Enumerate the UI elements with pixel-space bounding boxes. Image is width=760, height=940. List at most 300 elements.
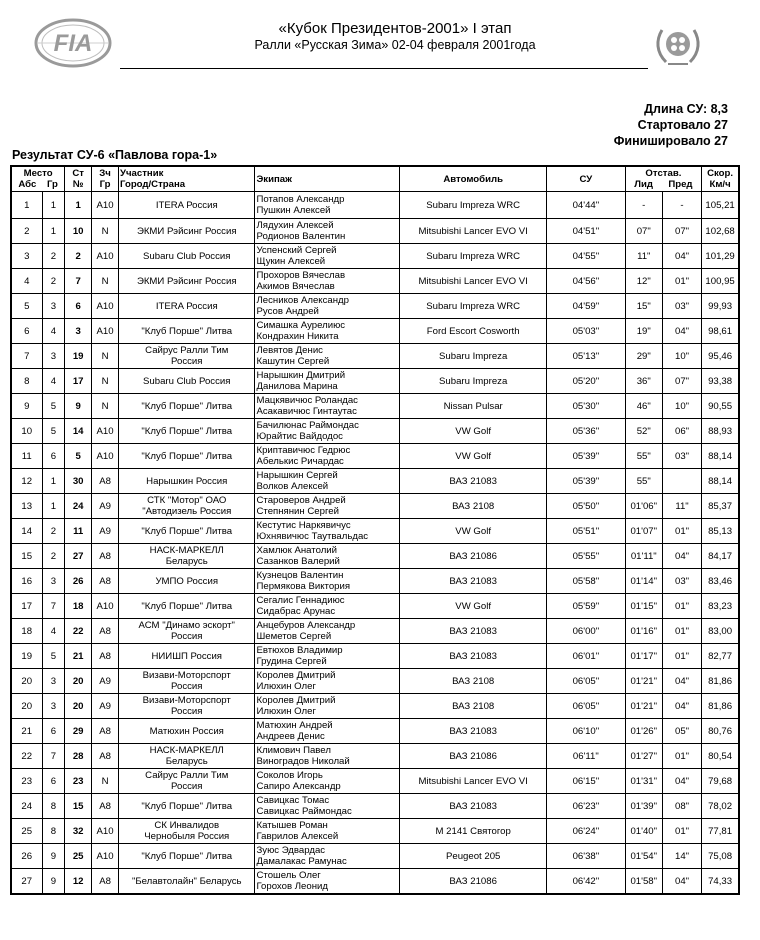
cell-crew-line1: Зуюс Эдвардас bbox=[256, 845, 326, 856]
cell-participant bbox=[119, 694, 255, 719]
cell-gr: 6 bbox=[42, 444, 65, 469]
cell-crew bbox=[255, 494, 400, 519]
col-speed-line2: Км/ч bbox=[709, 179, 731, 190]
table-row bbox=[11, 594, 739, 619]
cell-start-number: 2 bbox=[65, 244, 92, 269]
cell-class: A10 bbox=[92, 594, 119, 619]
cell-participant bbox=[119, 719, 255, 744]
cell-participant bbox=[119, 269, 255, 294]
cell-start-number: 20 bbox=[65, 694, 92, 719]
cell-speed: 99,93 bbox=[702, 294, 739, 319]
cell-gr: 5 bbox=[42, 419, 65, 444]
table-row bbox=[11, 344, 739, 369]
cell-participant bbox=[119, 819, 255, 844]
col-start bbox=[65, 166, 92, 192]
cell-gr: 7 bbox=[42, 594, 65, 619]
table-row bbox=[11, 694, 739, 719]
cell-participant bbox=[119, 769, 255, 794]
cell-crew-line1: Нарышкин Дмитрий bbox=[256, 370, 346, 381]
cell-crew-line1: Левятов Денис bbox=[256, 345, 323, 356]
cell-speed: 90,55 bbox=[702, 394, 739, 419]
col-speed bbox=[702, 166, 739, 192]
cell-class: A9 bbox=[92, 494, 119, 519]
cell-crew-line2: Щукин Алексей bbox=[256, 256, 326, 267]
cell-participant bbox=[119, 569, 255, 594]
cell-gap-leader: 01'26" bbox=[625, 719, 662, 744]
cell-gr: 4 bbox=[42, 319, 65, 344]
cell-gap-prev: 04" bbox=[662, 319, 701, 344]
cell-gap-prev: 04" bbox=[662, 544, 701, 569]
cell-speed: 78,02 bbox=[702, 794, 739, 819]
cell-gap-prev: 01" bbox=[662, 519, 701, 544]
cell-stage-time: 06'01" bbox=[547, 644, 626, 669]
cell-participant bbox=[119, 319, 255, 344]
cell-gr: 3 bbox=[42, 569, 65, 594]
cell-gr: 8 bbox=[42, 819, 65, 844]
cell-start-number: 22 bbox=[65, 619, 92, 644]
cell-start-number: 19 bbox=[65, 344, 92, 369]
cell-crew bbox=[255, 794, 400, 819]
cell-crew bbox=[255, 394, 400, 419]
cell-participant-line1: Сайрус Ралли Тим bbox=[145, 345, 229, 356]
cell-start-number: 17 bbox=[65, 369, 92, 394]
cell-stage-time: 05'20" bbox=[547, 369, 626, 394]
cell-gap-leader: 36" bbox=[625, 369, 662, 394]
cell-crew bbox=[255, 244, 400, 269]
cell-gap-prev: 08" bbox=[662, 794, 701, 819]
cell-abs: 21 bbox=[11, 719, 42, 744]
cell-stage-time: 06'38" bbox=[547, 844, 626, 869]
col-prev: Пред bbox=[668, 179, 693, 190]
results-body bbox=[11, 192, 739, 895]
cell-participant bbox=[119, 369, 255, 394]
cell-gap-leader: 01'16" bbox=[625, 619, 662, 644]
cell-gap-leader: 01'15" bbox=[625, 594, 662, 619]
cell-participant-line1: Subaru Club Россия bbox=[143, 375, 231, 387]
cell-gr: 9 bbox=[42, 869, 65, 895]
cell-car: ВАЗ 21083 bbox=[400, 719, 547, 744]
cell-crew-line1: Климович Павел bbox=[256, 745, 331, 756]
cell-gap-prev: 05" bbox=[662, 719, 701, 744]
header-divider bbox=[120, 68, 648, 69]
cell-crew-line2: Сапиро Александр bbox=[256, 781, 341, 792]
cell-stage-time: 04'51" bbox=[547, 219, 626, 244]
cell-participant-line1: НИИШП Россия bbox=[151, 650, 223, 662]
cell-abs: 15 bbox=[11, 544, 42, 569]
cell-crew bbox=[255, 469, 400, 494]
cell-class: A8 bbox=[92, 644, 119, 669]
cell-abs: 4 bbox=[11, 269, 42, 294]
cell-gr: 7 bbox=[42, 744, 65, 769]
cell-participant-line1: "Клуб Порше" Литва bbox=[141, 450, 233, 462]
cell-car: ВАЗ 2108 bbox=[400, 494, 547, 519]
cell-car: Subaru Impreza bbox=[400, 369, 547, 394]
cell-start-number: 12 bbox=[65, 869, 92, 895]
cell-speed: 105,21 bbox=[702, 192, 739, 219]
cell-gap-prev bbox=[662, 469, 701, 494]
cell-car: ВАЗ 21083 bbox=[400, 469, 547, 494]
cell-gap-leader: 01'07" bbox=[625, 519, 662, 544]
table-row bbox=[11, 369, 739, 394]
cell-class: N bbox=[92, 344, 119, 369]
cell-crew-line2: Асакавичюс Гинтаутас bbox=[256, 406, 357, 417]
cell-crew-line1: Евтюхов Владимир bbox=[256, 645, 343, 656]
cell-participant-line2: Россия bbox=[171, 356, 203, 367]
col-participant-line1: Участник bbox=[120, 168, 164, 179]
cell-participant bbox=[119, 594, 255, 619]
cell-class: A8 bbox=[92, 869, 119, 895]
cell-gap-prev: 01" bbox=[662, 619, 701, 644]
cell-participant-line1: АСМ "Динамо эскорт" bbox=[138, 620, 235, 631]
cell-start-number: 21 bbox=[65, 644, 92, 669]
cell-participant bbox=[119, 244, 255, 269]
cell-stage-time: 05'36" bbox=[547, 419, 626, 444]
cell-gap-leader: 01'39" bbox=[625, 794, 662, 819]
cell-car: VW Golf bbox=[400, 444, 547, 469]
table-row bbox=[11, 569, 739, 594]
cell-crew bbox=[255, 269, 400, 294]
table-row bbox=[11, 769, 739, 794]
cell-gr: 1 bbox=[42, 469, 65, 494]
cell-abs: 9 bbox=[11, 394, 42, 419]
cell-abs: 17 bbox=[11, 594, 42, 619]
cell-participant-line2: Чернобыля Россия bbox=[144, 831, 230, 842]
col-class-line1: Зч bbox=[99, 168, 111, 179]
cell-participant bbox=[119, 869, 255, 895]
cell-crew-line1: Матюхин Андрей bbox=[256, 720, 333, 731]
cell-class: A10 bbox=[92, 319, 119, 344]
cell-start-number: 26 bbox=[65, 569, 92, 594]
cell-abs: 12 bbox=[11, 469, 42, 494]
cell-class: A8 bbox=[92, 719, 119, 744]
cell-crew-line2: Юрайтис Вайдодос bbox=[256, 431, 343, 442]
cell-class: N bbox=[92, 769, 119, 794]
cell-gap-prev: 10" bbox=[662, 344, 701, 369]
cell-participant-line2: "Автодизель Россия bbox=[142, 506, 232, 517]
col-place-title: Место bbox=[23, 168, 53, 179]
cell-stage-time: 05'51" bbox=[547, 519, 626, 544]
table-row bbox=[11, 494, 739, 519]
cell-stage-time: 05'50" bbox=[547, 494, 626, 519]
cell-start-number: 5 bbox=[65, 444, 92, 469]
cell-crew-line1: Криптавичюс Гедрюс bbox=[256, 445, 351, 456]
cell-gap-prev: 03" bbox=[662, 569, 701, 594]
table-row bbox=[11, 244, 739, 269]
col-participant-line2: Город/Страна bbox=[120, 179, 186, 190]
cell-class: A8 bbox=[92, 469, 119, 494]
cell-abs: 8 bbox=[11, 369, 42, 394]
cell-gr: 6 bbox=[42, 719, 65, 744]
cell-speed: 80,54 bbox=[702, 744, 739, 769]
cell-crew-line2: Виноградов Николай bbox=[256, 756, 350, 767]
cell-car: Subaru Impreza WRC bbox=[400, 244, 547, 269]
cell-car: ВАЗ 21083 bbox=[400, 794, 547, 819]
cell-gap-prev: - bbox=[662, 192, 701, 219]
cell-participant-line1: ЭКМИ Рэйсинг Россия bbox=[136, 225, 237, 237]
cell-gap-prev: 07" bbox=[662, 369, 701, 394]
cell-start-number: 28 bbox=[65, 744, 92, 769]
cell-class: A10 bbox=[92, 444, 119, 469]
cell-crew bbox=[255, 344, 400, 369]
cell-start-number: 6 bbox=[65, 294, 92, 319]
cell-speed: 88,93 bbox=[702, 419, 739, 444]
cell-start-number: 14 bbox=[65, 419, 92, 444]
cell-class: A9 bbox=[92, 669, 119, 694]
table-row bbox=[11, 394, 739, 419]
col-behind-sub bbox=[627, 179, 701, 190]
cell-gr: 4 bbox=[42, 369, 65, 394]
cell-gap-prev: 07" bbox=[662, 219, 701, 244]
cell-class: A10 bbox=[92, 244, 119, 269]
cell-gap-leader: 01'14" bbox=[625, 569, 662, 594]
cell-gap-prev: 04" bbox=[662, 869, 701, 895]
cell-participant bbox=[119, 794, 255, 819]
cell-participant-line1: Subaru Club Россия bbox=[143, 250, 231, 262]
cell-gap-leader: 55" bbox=[625, 444, 662, 469]
page-subtitle: Ралли «Русская Зима» 02-04 февраля 2001года bbox=[254, 38, 536, 52]
cell-speed: 77,81 bbox=[702, 819, 739, 844]
cell-gap-prev: 01" bbox=[662, 594, 701, 619]
cell-gap-prev: 01" bbox=[662, 819, 701, 844]
cell-class: A8 bbox=[92, 544, 119, 569]
cell-participant-line1: "Клуб Порше" Литва bbox=[141, 425, 233, 437]
cell-participant bbox=[119, 394, 255, 419]
cell-class: A8 bbox=[92, 794, 119, 819]
cell-stage-time: 04'56" bbox=[547, 269, 626, 294]
table-row bbox=[11, 294, 739, 319]
cell-abs: 13 bbox=[11, 494, 42, 519]
cell-crew bbox=[255, 844, 400, 869]
cell-gap-leader: 01'27" bbox=[625, 744, 662, 769]
cell-crew-line1: Королев Дмитрий bbox=[256, 670, 336, 681]
cell-speed: 81,86 bbox=[702, 669, 739, 694]
cell-gap-leader: 07" bbox=[625, 219, 662, 244]
cell-abs: 25 bbox=[11, 819, 42, 844]
cell-gap-prev: 03" bbox=[662, 294, 701, 319]
cell-abs: 26 bbox=[11, 844, 42, 869]
cell-car: ВАЗ 21083 bbox=[400, 569, 547, 594]
cell-class: N bbox=[92, 219, 119, 244]
cell-participant-line1: Визави-Моторспорт bbox=[142, 670, 231, 681]
cell-class: A8 bbox=[92, 744, 119, 769]
cell-crew-line1: Бачилюнас Раймондас bbox=[256, 420, 359, 431]
stage-started: Стартовало 27 bbox=[637, 118, 728, 132]
page-title: «Кубок Президентов-2001» I этап bbox=[278, 20, 512, 37]
cell-speed: 82,77 bbox=[702, 644, 739, 669]
cell-speed: 84,17 bbox=[702, 544, 739, 569]
cell-gr: 1 bbox=[42, 494, 65, 519]
cell-gap-leader: 01'11" bbox=[625, 544, 662, 569]
cell-gap-prev: 14" bbox=[662, 844, 701, 869]
cell-gap-leader: 01'06" bbox=[625, 494, 662, 519]
cell-car: ВАЗ 21086 bbox=[400, 744, 547, 769]
cell-gr: 6 bbox=[42, 769, 65, 794]
cell-start-number: 15 bbox=[65, 794, 92, 819]
table-row bbox=[11, 669, 739, 694]
cell-crew bbox=[255, 669, 400, 694]
cell-gr: 2 bbox=[42, 544, 65, 569]
cell-car: Nissan Pulsar bbox=[400, 394, 547, 419]
cell-crew-line2: Русов Андрей bbox=[256, 306, 319, 317]
cell-participant-line1: "Клуб Порше" Литва bbox=[141, 850, 233, 862]
cell-car: Ford Escort Cosworth bbox=[400, 319, 547, 344]
cell-start-number: 23 bbox=[65, 769, 92, 794]
cell-stage-time: 06'00" bbox=[547, 619, 626, 644]
cell-participant bbox=[119, 519, 255, 544]
cell-crew-line2: Данилова Марина bbox=[256, 381, 338, 392]
cell-car: ВАЗ 21083 bbox=[400, 644, 547, 669]
cell-speed: 98,61 bbox=[702, 319, 739, 344]
cell-crew-line2: Сазанков Валерий bbox=[256, 556, 340, 567]
cell-abs: 6 bbox=[11, 319, 42, 344]
cell-crew-line1: Лядухин Алексей bbox=[256, 220, 334, 231]
cell-speed: 88,14 bbox=[702, 469, 739, 494]
cell-abs: 5 bbox=[11, 294, 42, 319]
col-behind bbox=[625, 166, 702, 192]
cell-abs: 20 bbox=[11, 669, 42, 694]
cell-speed: 102,68 bbox=[702, 219, 739, 244]
table-row bbox=[11, 619, 739, 644]
cell-car: Peugeot 205 bbox=[400, 844, 547, 869]
table-row bbox=[11, 519, 739, 544]
cell-start-number: 18 bbox=[65, 594, 92, 619]
cell-gap-prev: 11" bbox=[662, 494, 701, 519]
col-place-sub bbox=[13, 179, 63, 190]
table-row bbox=[11, 444, 739, 469]
cell-gr: 1 bbox=[42, 219, 65, 244]
cell-abs: 23 bbox=[11, 769, 42, 794]
cell-stage-time: 06'11" bbox=[547, 744, 626, 769]
cell-class: A10 bbox=[92, 819, 119, 844]
cell-stage-time: 06'10" bbox=[547, 719, 626, 744]
table-row bbox=[11, 319, 739, 344]
cell-gap-prev: 03" bbox=[662, 444, 701, 469]
cell-crew bbox=[255, 594, 400, 619]
col-place bbox=[11, 166, 65, 192]
fia-logo bbox=[34, 18, 112, 68]
cell-crew bbox=[255, 719, 400, 744]
col-start-line2: № bbox=[72, 179, 84, 190]
fia-logo-text: FIA bbox=[53, 30, 93, 57]
cell-participant-line1: СК Инвалидов bbox=[154, 820, 220, 831]
cell-participant-line1: ITERA Россия bbox=[155, 300, 218, 312]
cell-crew bbox=[255, 869, 400, 895]
cell-crew-line1: Катышев Роман bbox=[256, 820, 328, 831]
cell-stage-time: 06'24" bbox=[547, 819, 626, 844]
cell-speed: 81,86 bbox=[702, 694, 739, 719]
stage-finished: Финишировало 27 bbox=[613, 134, 728, 148]
cell-gap-prev: 01" bbox=[662, 269, 701, 294]
cell-start-number: 30 bbox=[65, 469, 92, 494]
cell-participant bbox=[119, 544, 255, 569]
cell-start-number: 29 bbox=[65, 719, 92, 744]
col-class-line2: Гр bbox=[99, 179, 111, 190]
cell-gr: 8 bbox=[42, 794, 65, 819]
cell-start-number: 1 bbox=[65, 192, 92, 219]
cell-gr: 2 bbox=[42, 244, 65, 269]
cell-class: N bbox=[92, 369, 119, 394]
cell-gap-leader: 01'58" bbox=[625, 869, 662, 895]
cell-crew bbox=[255, 419, 400, 444]
cell-car: Mitsubishi Lancer EVO VI bbox=[400, 269, 547, 294]
cell-gr: 2 bbox=[42, 519, 65, 544]
cell-abs: 19 bbox=[11, 644, 42, 669]
cell-gap-leader: 46" bbox=[625, 394, 662, 419]
cell-class: N bbox=[92, 394, 119, 419]
cell-participant-line1: "Клуб Порше" Литва bbox=[141, 400, 233, 412]
cell-car: ВАЗ 21086 bbox=[400, 869, 547, 895]
cell-abs: 27 bbox=[11, 869, 42, 895]
cell-car: М 2141 Святогор bbox=[400, 819, 547, 844]
cell-class: A9 bbox=[92, 519, 119, 544]
cell-abs: 2 bbox=[11, 219, 42, 244]
col-speed-line1: Скор. bbox=[707, 168, 734, 179]
cell-stage-time: 05'30" bbox=[547, 394, 626, 419]
cell-crew-line2: Андреев Денис bbox=[256, 731, 325, 742]
cell-crew-line2: Степнянин Сергей bbox=[256, 506, 339, 517]
cell-participant-line1: НАСК-МАРКЕЛЛ bbox=[149, 745, 224, 756]
col-leader: Лид bbox=[634, 179, 654, 190]
cell-crew-line1: Симашка Аурелиюс bbox=[256, 320, 346, 331]
cell-participant-line2: Россия bbox=[171, 681, 203, 692]
cell-crew bbox=[255, 644, 400, 669]
cell-participant-line2: Россия bbox=[171, 631, 203, 642]
cell-participant bbox=[119, 219, 255, 244]
cell-gr: 3 bbox=[42, 669, 65, 694]
cell-crew-line1: Савицкас Томас bbox=[256, 795, 330, 806]
cell-crew bbox=[255, 192, 400, 219]
table-row bbox=[11, 819, 739, 844]
cell-gr: 2 bbox=[42, 269, 65, 294]
cell-speed: 79,68 bbox=[702, 769, 739, 794]
col-participant bbox=[119, 166, 255, 192]
col-su: СУ bbox=[547, 166, 626, 192]
cell-start-number: 24 bbox=[65, 494, 92, 519]
cell-gap-prev: 10" bbox=[662, 394, 701, 419]
cell-stage-time: 06'05" bbox=[547, 694, 626, 719]
cell-abs: 24 bbox=[11, 794, 42, 819]
cell-crew-line2: Юхнявичюс Таутвальдас bbox=[256, 531, 369, 542]
cell-gap-leader: 01'21" bbox=[625, 694, 662, 719]
table-row bbox=[11, 644, 739, 669]
cell-car: ВАЗ 2108 bbox=[400, 694, 547, 719]
cell-car: Subaru Impreza bbox=[400, 344, 547, 369]
cell-gr: 5 bbox=[42, 394, 65, 419]
cell-start-number: 10 bbox=[65, 219, 92, 244]
cell-gap-leader: 11" bbox=[625, 244, 662, 269]
cell-abs: 16 bbox=[11, 569, 42, 594]
cell-speed: 85,13 bbox=[702, 519, 739, 544]
cell-crew-line1: Анцебуров Александр bbox=[256, 620, 356, 631]
cell-gap-prev: 04" bbox=[662, 769, 701, 794]
results-table bbox=[10, 165, 740, 895]
cell-car: ВАЗ 21086 bbox=[400, 544, 547, 569]
cell-crew bbox=[255, 569, 400, 594]
cell-class: A10 bbox=[92, 192, 119, 219]
cell-gap-leader: 55" bbox=[625, 469, 662, 494]
cell-crew-line2: Родионов Валентин bbox=[256, 231, 346, 242]
cell-class: A8 bbox=[92, 619, 119, 644]
cell-crew-line1: Прохоров Вячеслав bbox=[256, 270, 346, 281]
cell-stage-time: 05'39" bbox=[547, 444, 626, 469]
cell-gap-prev: 04" bbox=[662, 669, 701, 694]
cell-car: VW Golf bbox=[400, 594, 547, 619]
cell-participant bbox=[119, 844, 255, 869]
col-abs: Абс bbox=[18, 179, 37, 190]
cell-speed: 74,33 bbox=[702, 869, 739, 895]
cell-crew-line1: Кестутис Наркявичус bbox=[256, 520, 351, 531]
cell-crew-line2: Абелькис Ричардас bbox=[256, 456, 344, 467]
